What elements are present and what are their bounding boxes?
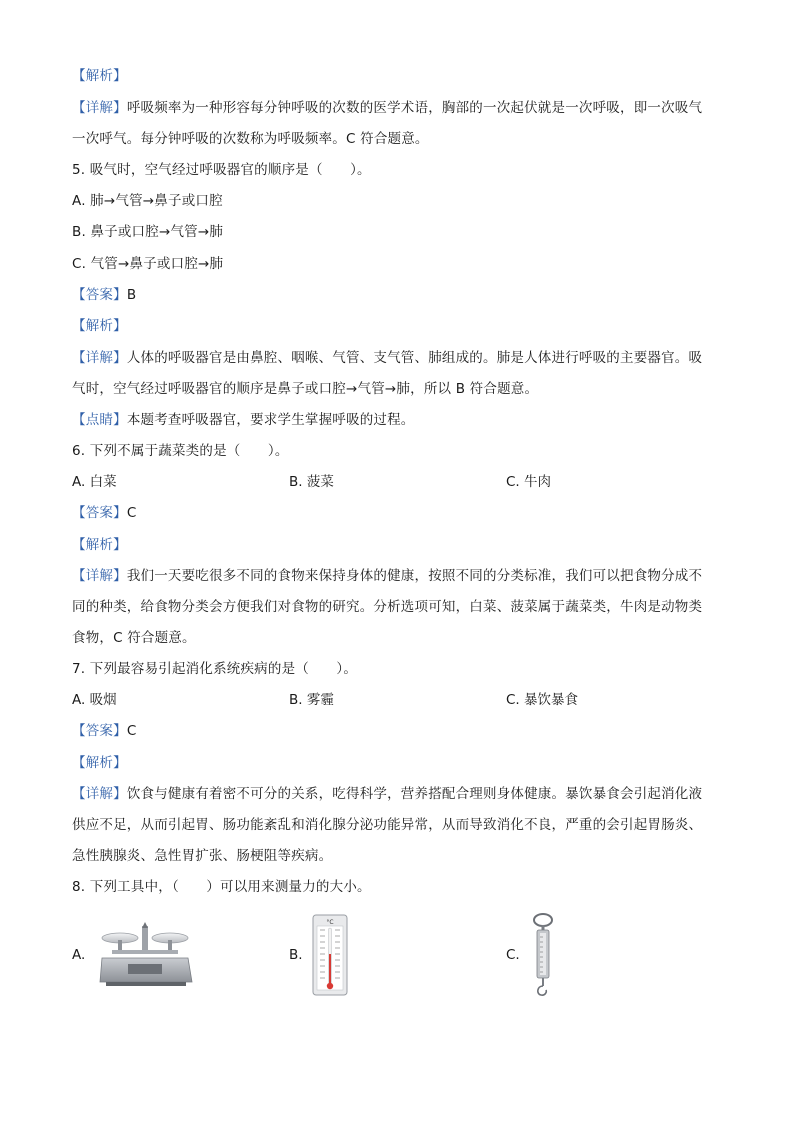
question-7-option-b: B. 雾霾: [289, 692, 334, 708]
question-6-option-b: B. 菠菜: [289, 474, 334, 490]
question-5-option-c: C. 气管→鼻子或口腔→肺: [72, 256, 224, 272]
explanation-line: 供应不足，从而引起胃、肠功能紊乱和消化腺分泌功能异常，从而导致消化不良，严重的会引起胃肠炎、: [72, 817, 703, 833]
question-7: 7. 下列最容易引起消化系统疾病的是（ ）。: [72, 661, 358, 677]
explanation-line: 同的种类，给食物分类会方便我们对食物的研究。分析选项可知，白菜、菠菜属于蔬菜类，牛肉是动物类: [72, 599, 703, 615]
balance-scale-icon: [98, 920, 194, 988]
answer-line: 【答案】C: [72, 505, 137, 521]
question-6-option-c: C. 牛肉: [506, 474, 552, 490]
explanation-line: 【详解】人体的呼吸器官是由鼻腔、咽喉、气管、支气管、肺组成的。肺是人体进行呼吸的主要器官。吸: [72, 350, 703, 366]
explanation-line: 【详解】饮食与健康有着密不可分的关系，吃得科学，营养搭配合理则身体健康。暴饮暴食会引起消化液: [72, 786, 703, 802]
answer-line: 【答案】B: [72, 287, 137, 303]
explanation-line: 食物，C 符合题意。: [72, 630, 196, 646]
explanation-line: 一次呼气。每分钟呼吸的次数称为呼吸频率。C 符合题意。: [72, 131, 429, 147]
question-7-option-a: A. 吸烟: [72, 692, 117, 708]
question-5-option-b: B. 鼻子或口腔→气管→肺: [72, 224, 224, 240]
explanation-line: 气时，空气经过呼吸器官的顺序是鼻子或口腔→气管→肺，所以 B 符合题意。: [72, 381, 539, 397]
analysis-heading: 【解析】: [72, 68, 127, 84]
analysis-heading: 【解析】: [72, 318, 127, 334]
question-8: 8. 下列工具中，（ ）可以用来测量力的大小。: [72, 879, 371, 895]
question-8-option-b: B.: [289, 947, 303, 963]
question-5-option-a: A. 肺→气管→鼻子或口腔: [72, 193, 223, 209]
explanation-line: 【详解】呼吸频率为一种形容每分钟呼吸的次数的医学术语，胸部的一次起伏就是一次呼吸，即一次吸气: [72, 100, 703, 116]
question-8-option-c: C.: [506, 947, 520, 963]
question-7-option-c: C. 暴饮暴食: [506, 692, 579, 708]
spring-scale-icon: [528, 912, 558, 998]
remark-line: 【点睛】本题考查呼吸器官，要求学生掌握呼吸的过程。: [72, 412, 415, 428]
analysis-heading: 【解析】: [72, 755, 127, 771]
analysis-heading: 【解析】: [72, 537, 127, 553]
thermometer-icon: [312, 914, 348, 996]
question-6-option-a: A. 白菜: [72, 474, 117, 490]
answer-line: 【答案】C: [72, 723, 137, 739]
explanation-line: 急性胰腺炎、急性胃扩张、肠梗阻等疾病。: [72, 848, 333, 864]
question-6: 6. 下列不属于蔬菜类的是（ ）。: [72, 443, 289, 459]
question-8-option-a: A.: [72, 947, 86, 963]
explanation-line: 【详解】我们一天要吃很多不同的食物来保持身体的健康，按照不同的分类标准，我们可以把食物分成不: [72, 568, 703, 584]
question-5: 5. 吸气时，空气经过呼吸器官的顺序是（ ）。: [72, 162, 371, 178]
thermometer-unit-label: °C: [326, 919, 334, 926]
